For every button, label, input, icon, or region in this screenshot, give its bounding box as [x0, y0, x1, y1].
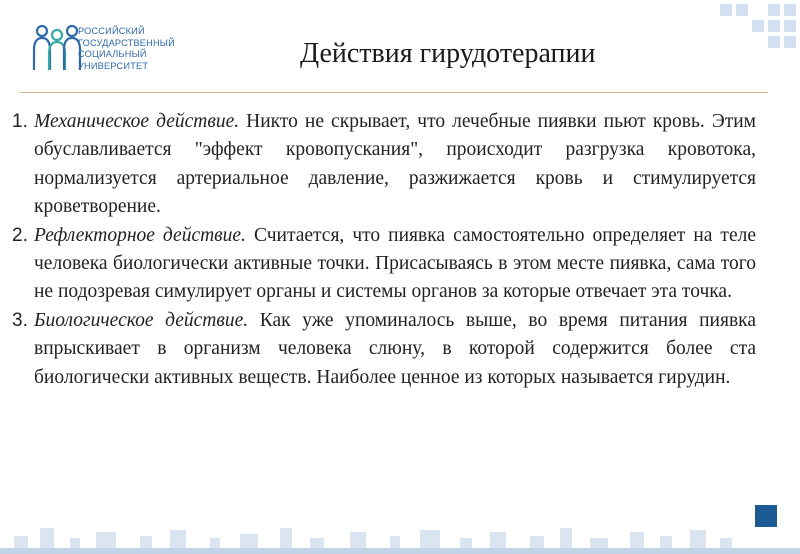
list-term: Механическое действие. — [34, 111, 240, 132]
list-item-biological — [12, 307, 756, 392]
logo-line-3: СОЦИАЛЬНЫЙ — [78, 49, 147, 60]
list-term: Рефлекторное действие. — [34, 224, 246, 246]
slide-title: Действия гирудотерапии — [300, 38, 596, 69]
logo-line-4: УНИВЕРСИТЕТ — [78, 60, 149, 71]
list-item-reflex — [12, 222, 756, 307]
list-number: 3. — [12, 309, 28, 331]
list-number: 2. — [12, 224, 28, 246]
list-text: Считается, что пиявка самостоятельно определяет на теле человека биологически активные точки. Присасываясь в этом месте пиявка, сама того не подозревая симулирует органы и системы органов за которые отвечает эта точка. — [34, 224, 756, 303]
decorative-squares-top — [710, 0, 800, 50]
logo-line-2: ГОСУДАРСТВЕННЫЙ — [78, 37, 175, 48]
list-text: Как уже упоминалось выше, во время питания пиявка впрыскивает в организм человека слюну, в которой содержится более ста биологически активных веществ. Наиболее ценное из которых называется гирудин. — [34, 309, 756, 388]
decorative-squares-bottom — [0, 514, 800, 554]
logo-text — [78, 26, 175, 72]
slide-content — [12, 108, 756, 392]
list-item-mechanical — [12, 108, 756, 222]
list-text: Никто не скрывает, что лечебные пиявки пьют кровь. Этим обуславливается "эффект кровопускания", происходит разгрузка кровотока, нормализуется артериальное давление, разжижается кровь и стимулируется кроветворение. — [34, 111, 756, 218]
list-term: Биологическое действие. — [34, 309, 249, 331]
title-divider — [20, 92, 768, 93]
logo-line-1: РОССИЙСКИЙ — [78, 26, 145, 36]
list-number: 1. — [12, 111, 28, 132]
corner-square-accent — [755, 505, 777, 527]
